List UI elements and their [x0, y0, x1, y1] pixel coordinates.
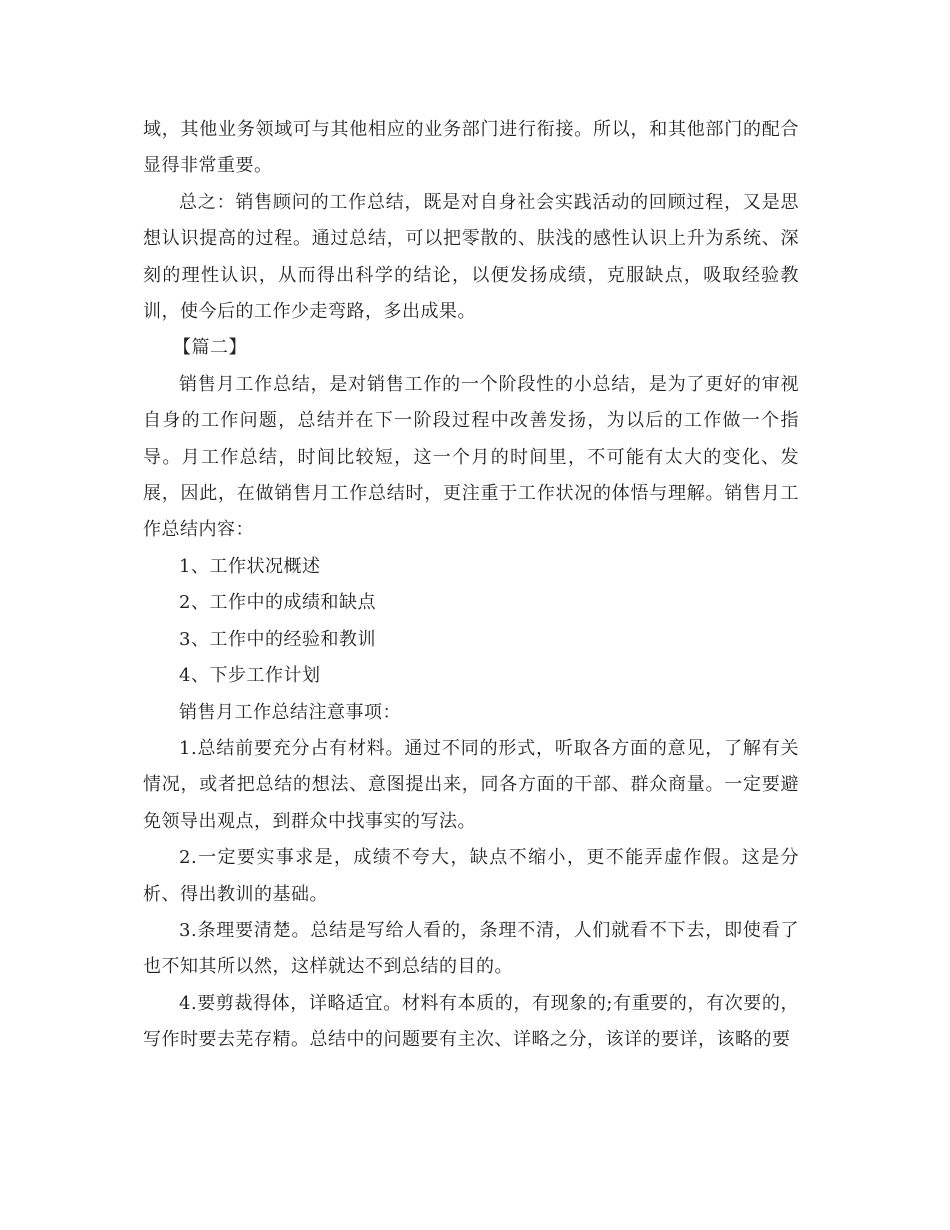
document-body — [143, 112, 799, 1059]
paragraph-intro: 销售月工作总结，是对销售工作的一个阶段性的小总结，是为了更好的审视自身的工作问题，总结并在下一阶段过程中改善发扬，为以后的工作做一个指导。月工作总结，时间比较短，这一个月的时间里，不可能有太大的变化、发展，因此，在做销售月工作总结时，更注重于工作状况的体悟与理解。销售月工作总结内容： — [143, 373, 799, 541]
note-item: 1.总结前要充分占有材料。通过不同的形式，听取各方面的意见，了解有关情况，或者把总结的想法、意图提出来，同各方面的干部、群众商量。一定要避免领导出观点，到群众中找事实的写法。 — [143, 737, 799, 832]
list-item: 4、下步工作计划 — [179, 665, 321, 687]
note-item: 4.要剪裁得体，详略适宜。材料有本质的，有现象的;有重要的，有次要的，写作时要去芜存精。总结中的问题要有主次、详略之分，该详的要详，该略的要 — [143, 992, 799, 1051]
list-item: 3、工作中的经验和教训 — [179, 628, 376, 650]
notes-heading: 销售月工作总结注意事项： — [179, 701, 401, 723]
note-item: 3.条理要清楚。总结是写给人看的，条理不清，人们就看不下去，即使看了也不知其所以然，这样就达不到总结的目的。 — [143, 919, 799, 978]
paragraph-summary: 总之：销售顾问的工作总结，既是对自身社会实践活动的回顾过程，又是思想认识提高的过程。通过总结，可以把零散的、肤浅的感性认识上升为系统、深刻的理性认识，从而得出科学的结论，以便发扬成绩，克服缺点，吸取经验教训，使今后的工作少走弯路，多出成果。 — [143, 191, 799, 323]
note-item: 2.一定要实事求是，成绩不夸大，缺点不缩小，更不能弄虚作假。这是分析、得出教训的基础。 — [143, 847, 799, 905]
list-item: 2、工作中的成绩和缺点 — [179, 592, 376, 614]
section-heading: 【篇二】 — [173, 337, 247, 359]
list-item: 1、工作状况概述 — [179, 555, 321, 577]
paragraph-continued: 域，其他业务领域可与其他相应的业务部门进行衔接。所以，和其他部门的配合显得非常重要。 — [143, 119, 799, 177]
